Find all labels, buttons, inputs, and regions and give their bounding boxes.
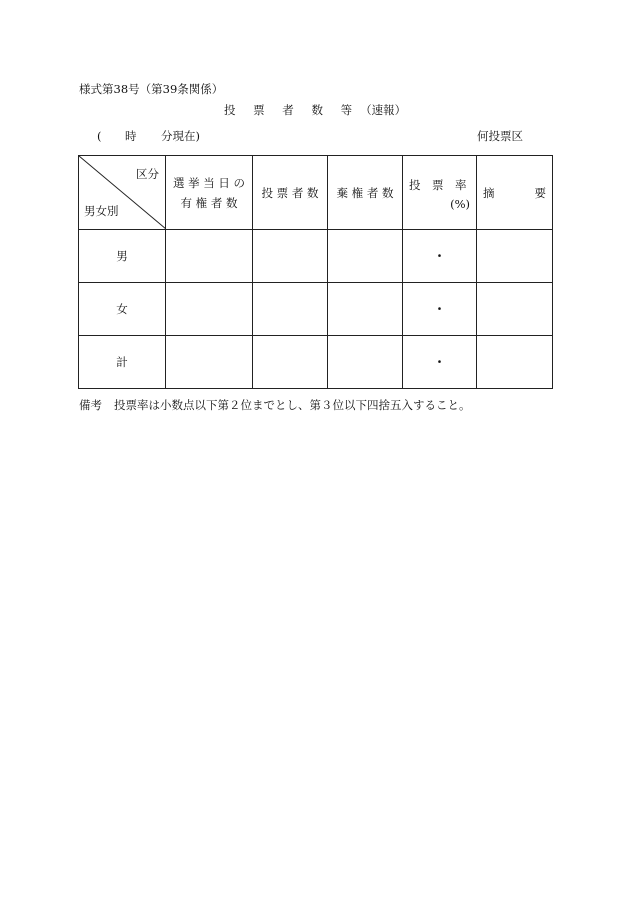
cell-memo: [477, 230, 553, 283]
table-row-male: [79, 230, 553, 283]
table-row-female: [79, 283, 553, 336]
header-memo-left: 摘: [483, 186, 495, 200]
remark-text: 投票率は小数点以下第２位までとし、第３位以下四捨五入すること。: [114, 398, 471, 412]
cell-eligible: [166, 336, 253, 389]
remark: [79, 398, 471, 412]
row-label: 女: [79, 283, 166, 336]
cell-voters: [253, 230, 328, 283]
header-abstainers: 棄 権 者 数: [328, 156, 403, 230]
title-sub: （速報）: [360, 103, 407, 117]
time-line: [97, 129, 200, 143]
cell-voters: [253, 336, 328, 389]
row-label: 男: [79, 230, 166, 283]
document-title: [224, 103, 406, 117]
header-eligible: [166, 156, 253, 230]
cell-memo: [477, 336, 553, 389]
header-eligible-line2: 有 権 者 数: [180, 195, 238, 210]
title-main: 投 票 者 数 等: [224, 103, 353, 117]
voter-table: [78, 155, 553, 389]
header-rate-line1: 投 票 率: [409, 178, 467, 192]
cell-abstainers: [328, 283, 403, 336]
corner-top-label: 区分: [136, 167, 159, 181]
cell-eligible: [166, 230, 253, 283]
header-voters: 投 票 者 数: [253, 156, 328, 230]
header-memo-right: 要: [534, 186, 546, 200]
time-open-paren: (: [97, 129, 102, 143]
header-memo: [477, 156, 553, 230]
row-label: 計: [79, 336, 166, 389]
table-row-total: [79, 336, 553, 389]
header-rate: [403, 156, 477, 230]
polling-district: 何投票区: [477, 129, 523, 143]
corner-cell: [79, 156, 166, 230]
header-rate-line2: (%): [450, 197, 470, 211]
time-hour: 時: [125, 129, 137, 143]
cell-abstainers: [328, 336, 403, 389]
cell-rate: ・: [403, 283, 477, 336]
cell-memo: [477, 283, 553, 336]
cell-abstainers: [328, 230, 403, 283]
corner-bottom-label: 男女別: [84, 204, 119, 218]
cell-rate: ・: [403, 336, 477, 389]
time-minute-now: 分現在): [161, 129, 200, 143]
remark-label: 備考: [79, 398, 102, 412]
header-eligible-line1: 選 挙 当 日 の: [172, 175, 246, 190]
cell-eligible: [166, 283, 253, 336]
table-header-row: [79, 156, 553, 230]
cell-rate: ・: [403, 230, 477, 283]
form-number: 様式第38号（第39条関係）: [79, 82, 224, 96]
cell-voters: [253, 283, 328, 336]
